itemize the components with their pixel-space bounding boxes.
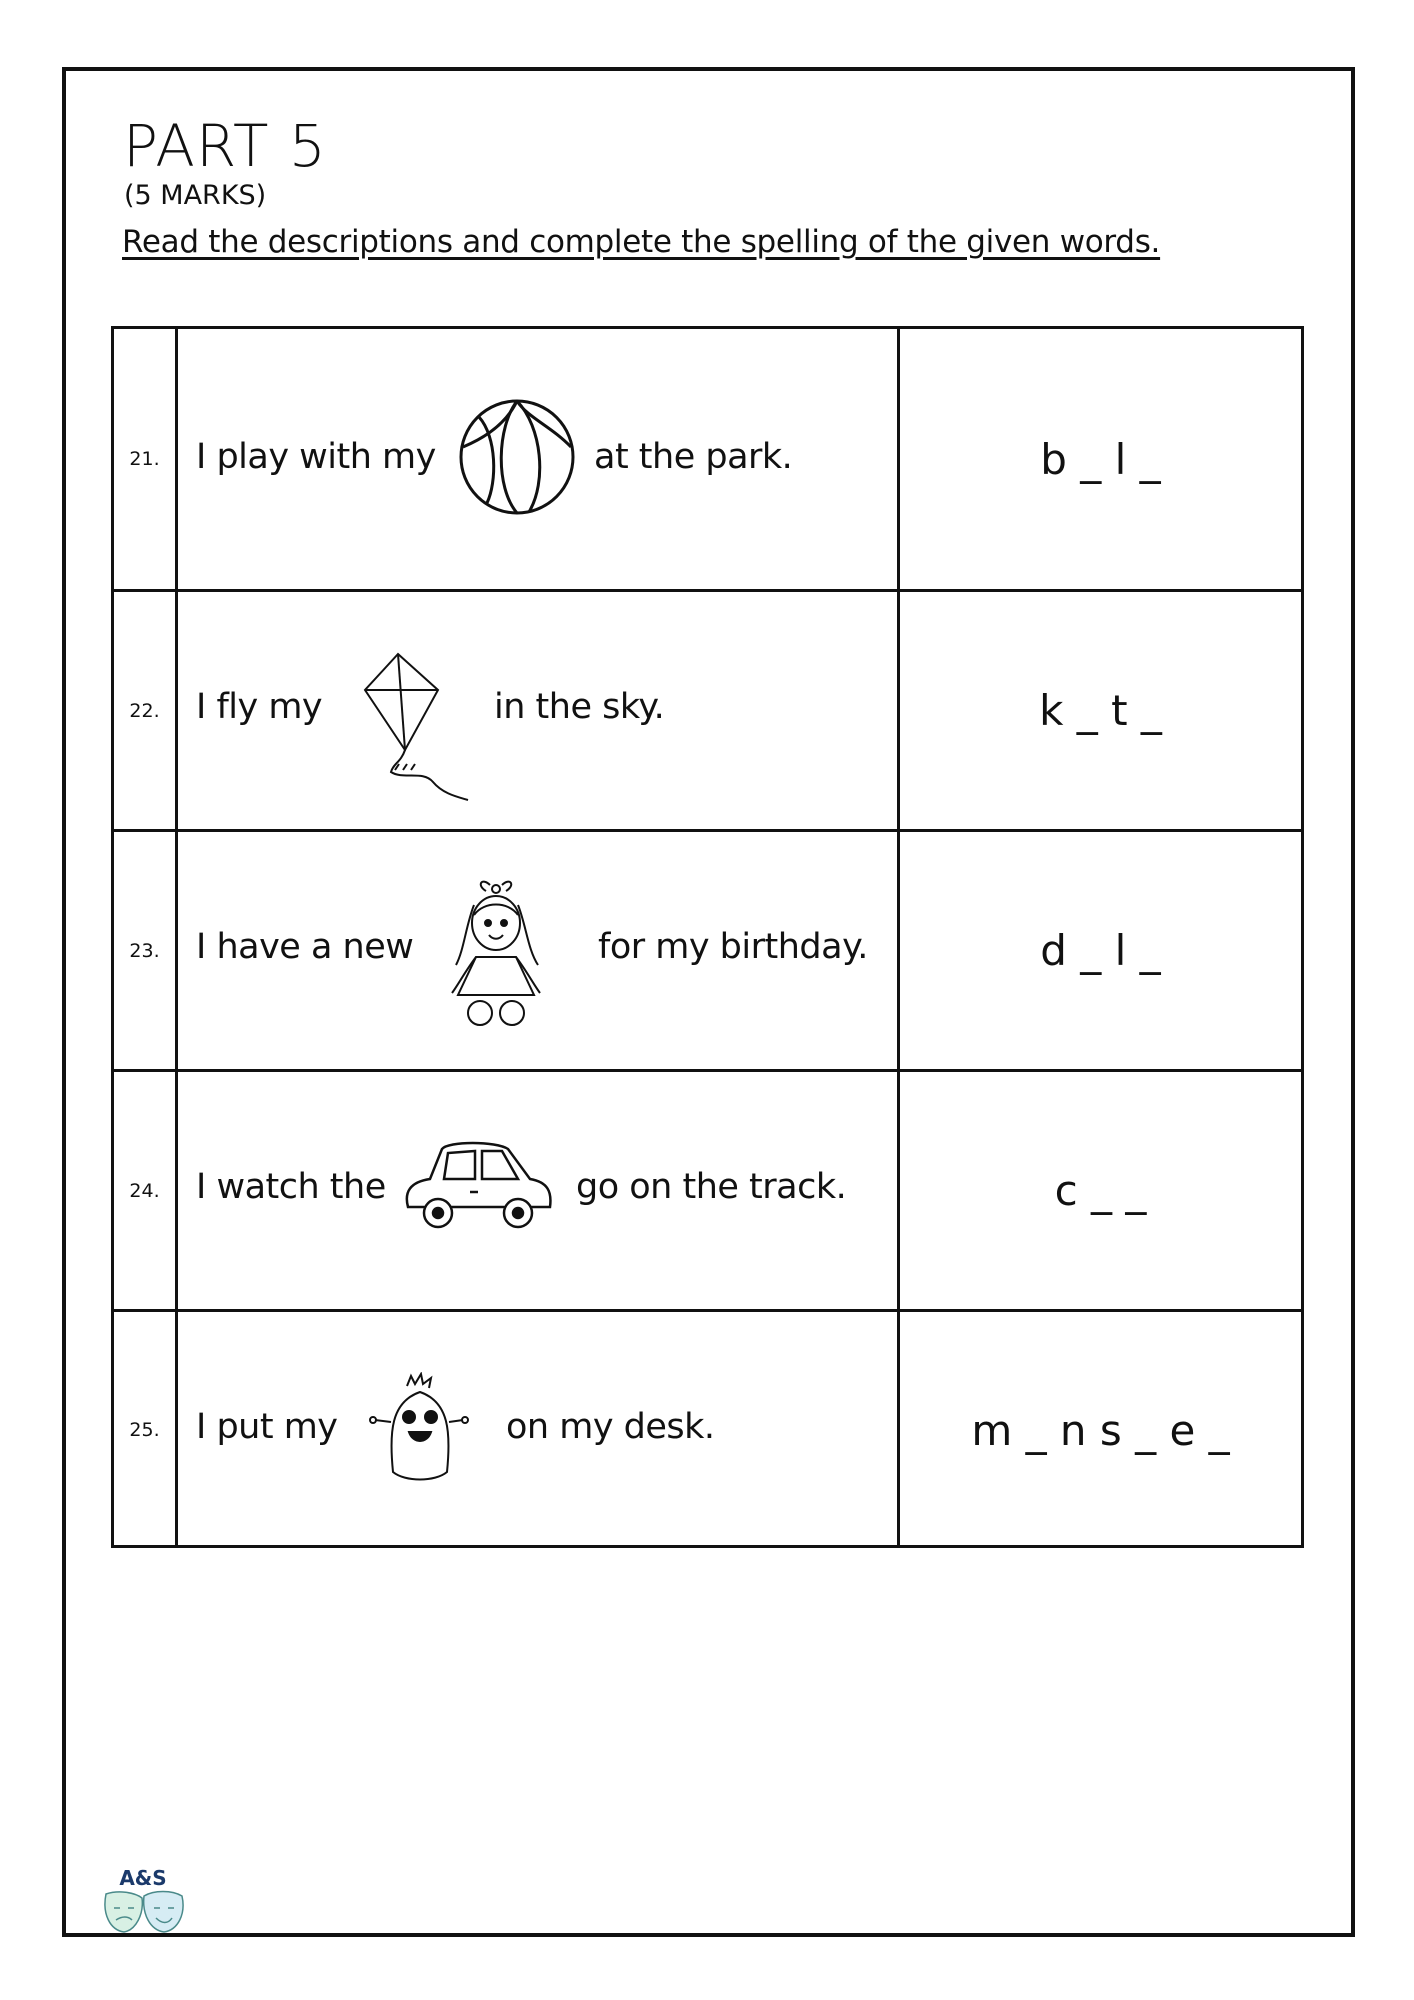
- monster-icon: [365, 1372, 475, 1487]
- table-row: [114, 1312, 1301, 1548]
- sentence-cell: [178, 1072, 900, 1309]
- table-row: [114, 592, 1301, 832]
- spelling-table: [111, 326, 1304, 1548]
- doll-icon: [446, 875, 554, 1035]
- answer-blank[interactable]: k _ t _: [1039, 686, 1162, 735]
- table-row: [114, 329, 1301, 592]
- marks-label: (5 MARKS): [124, 180, 267, 211]
- question-number: 24.: [114, 1072, 178, 1309]
- kite-icon: [363, 652, 478, 802]
- answer-blank[interactable]: d _ l _: [1040, 926, 1161, 975]
- answer-blank[interactable]: c _ _: [1054, 1166, 1147, 1215]
- part-title: PART 5: [123, 112, 327, 180]
- question-number: 25.: [114, 1312, 178, 1548]
- sentence-before: I watch the: [196, 1167, 386, 1207]
- sentence-before: I put my: [196, 1407, 338, 1447]
- ball-icon: [457, 397, 577, 517]
- sentence-cell: [178, 592, 900, 829]
- sentence-after: on my desk.: [506, 1407, 715, 1447]
- sentence-cell: [178, 1312, 900, 1548]
- table-row: [114, 1072, 1301, 1312]
- sentence-cell: [178, 832, 900, 1069]
- sentence-before: I fly my: [196, 687, 323, 727]
- table-row: [114, 832, 1301, 1072]
- masks-icon: [98, 1888, 188, 1936]
- sentence-cell: [178, 329, 900, 589]
- publisher-logo: [98, 1866, 188, 1936]
- question-number: 23.: [114, 832, 178, 1069]
- sentence-after: at the park.: [594, 437, 793, 477]
- question-number: 22.: [114, 592, 178, 829]
- answer-blank[interactable]: m _ n s _ e _: [971, 1405, 1230, 1455]
- car-icon: [400, 1137, 556, 1237]
- sentence-before: I play with my: [196, 437, 436, 477]
- question-number: 21.: [114, 329, 178, 589]
- sentence-after: for my birthday.: [598, 927, 868, 967]
- answer-blank[interactable]: b _ l _: [1040, 434, 1161, 484]
- sentence-before: I have a new: [196, 927, 414, 967]
- sentence-after: go on the track.: [576, 1167, 847, 1207]
- instructions: Read the descriptions and complete the spelling of the given words.: [122, 224, 1161, 260]
- sentence-after: in the sky.: [494, 687, 665, 727]
- logo-text: A&S: [119, 1866, 167, 1890]
